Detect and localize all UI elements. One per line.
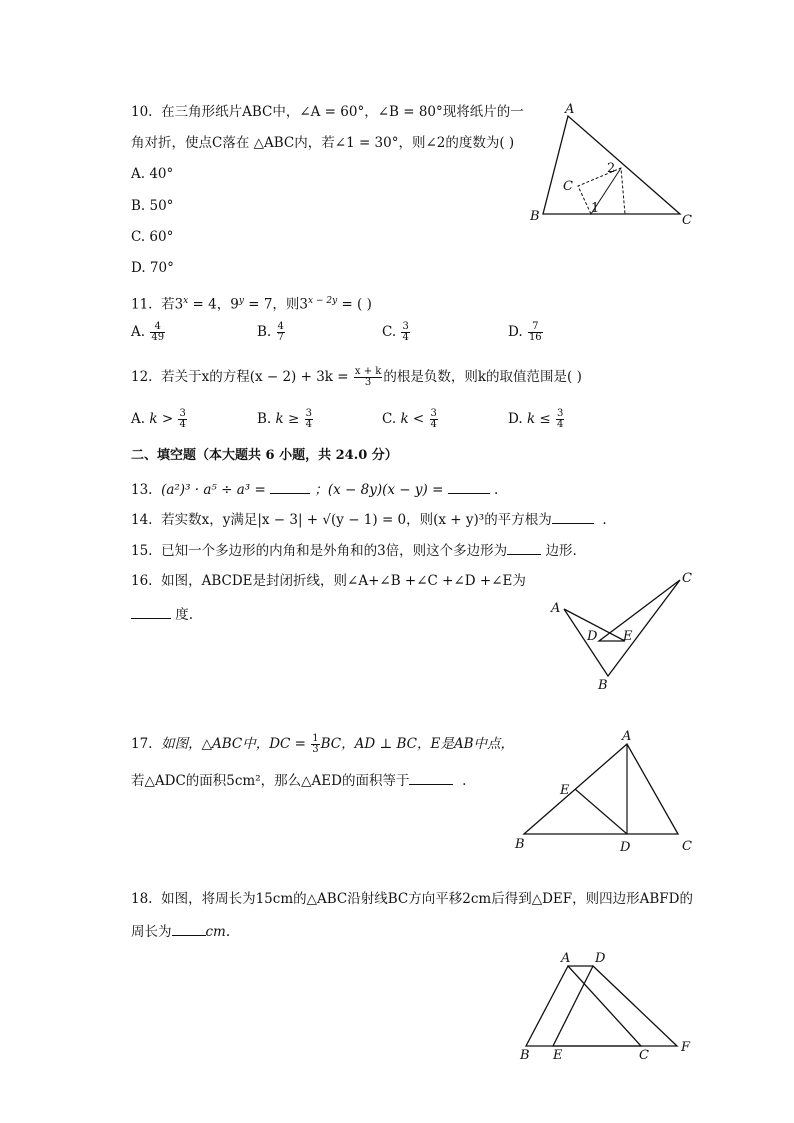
q12-b-den: 4 xyxy=(305,419,312,430)
q10-line1 xyxy=(131,103,524,121)
q17-line1 xyxy=(131,734,514,755)
q11-option-d-label: D. xyxy=(508,324,523,340)
q12-fraction xyxy=(354,367,382,388)
q11-option-d xyxy=(508,322,544,343)
q16-line1 xyxy=(131,572,526,590)
q12-b-num: 3 xyxy=(305,408,312,419)
q14-line xyxy=(131,509,607,529)
q18-text-line1: 如图，将周长为15cm的△ABC沿射线BC方向平移2cm后得到△DEF，则四边形ABFD的 xyxy=(161,891,693,907)
section-2-heading: 二、填空题（本大题共 6 小题，共 24.0 分） xyxy=(131,448,398,463)
q18-blank[interactable] xyxy=(172,921,206,936)
q16-text: 如图，ABCDE是封闭折线，则∠A+∠B +∠C +∠D +∠E为 xyxy=(161,573,526,589)
q11-option-a xyxy=(131,322,166,343)
q17-label-e: E xyxy=(560,783,570,798)
q10-label-c: C xyxy=(682,213,692,228)
q16-label-c: C xyxy=(682,571,692,586)
q17-segment-ed xyxy=(575,789,627,834)
q12-option-a xyxy=(131,409,188,430)
q10-option-d: D. 70° xyxy=(131,260,174,276)
q18-label-a: A xyxy=(561,951,571,966)
q17-number: 17. xyxy=(131,736,153,752)
q17-text-line2: 若△ADC的面积5cm²，那么△AED的面积等于 xyxy=(131,773,410,789)
q12-option-c-fraction xyxy=(430,409,438,430)
q11-option-a-label: A. xyxy=(131,324,146,340)
q11-c-num: 3 xyxy=(402,321,409,332)
q12-stem xyxy=(131,367,582,388)
q10-label-angle2: 2 xyxy=(607,161,616,176)
q12-option-c-pre: k < xyxy=(400,411,425,427)
q11-b-num: 4 xyxy=(277,321,284,332)
q17-triangle-abc xyxy=(524,744,678,834)
q18-label-b: B xyxy=(520,1048,530,1063)
q16-end: 度. xyxy=(175,607,194,623)
q12-option-c xyxy=(382,409,439,430)
q18-triangle-def xyxy=(553,966,677,1046)
q18-line2 xyxy=(131,921,230,941)
q16-figure xyxy=(545,565,700,695)
q11-sup-x: x xyxy=(183,296,189,306)
q16-closed-polyline xyxy=(564,580,680,676)
q14-blank[interactable] xyxy=(552,509,594,524)
q11-sup-xy: x − 2y xyxy=(308,296,338,306)
q10-label-angle1: 1 xyxy=(591,201,600,216)
q12-option-b xyxy=(257,409,314,430)
q10-label-a: A xyxy=(565,102,575,117)
q12-option-a-label: A. xyxy=(131,411,146,427)
q11-stem-a: 若3 xyxy=(161,296,184,313)
q17-line2 xyxy=(131,770,466,790)
q17-fraction xyxy=(311,734,319,755)
q10-option-c: C. 60° xyxy=(131,229,174,245)
q11-option-a-fraction xyxy=(150,322,165,343)
q15-text: 已知一个多边形的内角和是外角和的3倍，则这个多边形为 xyxy=(161,543,508,559)
q11-c-den: 4 xyxy=(402,332,409,343)
q11-sup-y: y xyxy=(238,296,244,306)
q12-c-num: 3 xyxy=(430,408,437,419)
q10-stem-line1: 在三角形纸片ABC中，∠A = 60°，∠B = 80°现将纸片的一 xyxy=(161,104,524,120)
q14-text: 若实数x，y满足|x − 3| + √(y − 1) = 0，则(x + y)³的平方根为 xyxy=(161,512,552,528)
q15-number: 15. xyxy=(131,543,153,559)
q18-number: 18. xyxy=(131,891,153,907)
q11-stem-d: = ( ) xyxy=(337,296,372,313)
q13-end: . xyxy=(494,482,499,498)
q15-line xyxy=(131,540,577,560)
q12-a-num: 3 xyxy=(179,408,186,419)
q18-figure xyxy=(510,945,700,1065)
q15-end: 边形. xyxy=(545,543,577,559)
q13-blank-2[interactable] xyxy=(448,479,490,494)
q12-option-c-label: C. xyxy=(382,411,397,427)
q11-b-den: 7 xyxy=(277,332,284,343)
q15-blank[interactable] xyxy=(507,540,541,555)
q18-text-line2: 周长为 xyxy=(131,924,172,940)
q13-line xyxy=(131,479,498,499)
q11-option-b-fraction xyxy=(277,322,285,343)
q12-d-num: 3 xyxy=(557,408,564,419)
q12-c-den: 4 xyxy=(430,419,437,430)
q16-label-a: A xyxy=(551,601,561,616)
q12-option-d-label: D. xyxy=(508,411,523,427)
q17-label-b: B xyxy=(515,837,525,852)
q17-text-a: 如图，△ABC中，DC = xyxy=(161,736,306,752)
q12-option-d xyxy=(508,409,565,430)
q10-option-a: A. 40° xyxy=(131,166,174,182)
q14-end: . xyxy=(602,512,607,528)
q11-option-d-fraction xyxy=(528,322,543,343)
q14-number: 14. xyxy=(131,512,153,528)
q12-option-a-pre: k > xyxy=(149,411,174,427)
q13-blank-1[interactable] xyxy=(270,479,310,494)
q10-line2: 角对折，使点C落在 △ABC内，若∠1 = 30°，则∠2的度数为( ) xyxy=(131,135,515,151)
q18-line1 xyxy=(131,890,693,908)
q12-option-b-label: B. xyxy=(257,411,272,427)
q18-end: cm. xyxy=(205,924,231,940)
q11-option-c-label: C. xyxy=(382,324,397,340)
q12-stem-a: 若关于x的方程(x − 2) + 3k = xyxy=(161,369,349,385)
q11-option-c xyxy=(382,322,411,343)
q18-triangle-abc xyxy=(526,966,641,1046)
q18-label-c: C xyxy=(639,1048,649,1063)
q17-end: . xyxy=(462,773,467,789)
q10-folded-edge xyxy=(578,168,625,214)
q12-stem-b: 的根是负数，则k的取值范围是( ) xyxy=(383,369,582,385)
q11-stem xyxy=(131,292,372,314)
q17-frac-num: 1 xyxy=(312,733,319,744)
q16-label-e: E xyxy=(623,629,633,644)
q11-option-b-label: B. xyxy=(257,324,272,340)
q11-a-num: 4 xyxy=(150,322,165,333)
q17-text-b: BC，AD ⊥ BC，E是AB中点， xyxy=(320,736,515,752)
q17-label-c: C xyxy=(682,839,692,854)
q16-line2 xyxy=(131,604,193,624)
q17-label-d: D xyxy=(620,840,631,855)
q11-option-b xyxy=(257,322,286,343)
q11-d-num: 7 xyxy=(528,322,543,333)
q11-stem-c: = 7，则3 xyxy=(243,296,308,313)
q11-stem-b: = 4，9 xyxy=(188,296,239,313)
q12-number: 12. xyxy=(131,369,153,385)
q16-label-b: B xyxy=(598,678,608,693)
q16-blank[interactable] xyxy=(131,604,171,619)
q10-figure xyxy=(525,100,705,230)
q17-frac-den: 3 xyxy=(312,744,319,755)
q18-label-e: E xyxy=(553,1048,563,1063)
q10-option-b: B. 50° xyxy=(131,198,174,214)
q17-label-a: A xyxy=(622,729,632,744)
q18-label-d: D xyxy=(595,951,606,966)
q12-option-a-fraction xyxy=(178,409,186,430)
q16-label-d: D xyxy=(587,629,598,644)
q12-frac-den: 3 xyxy=(364,377,372,388)
q12-option-b-fraction xyxy=(305,409,313,430)
q12-a-den: 4 xyxy=(179,419,186,430)
q11-a-den: 49 xyxy=(151,332,165,343)
q11-d-den: 16 xyxy=(528,332,542,343)
q11-number: 11. xyxy=(131,296,153,313)
q18-label-f: F xyxy=(681,1040,691,1055)
q17-figure xyxy=(510,725,700,855)
q13-number: 13. xyxy=(131,482,153,498)
q17-blank[interactable] xyxy=(409,770,453,785)
q12-option-d-pre: k ≤ xyxy=(526,411,551,427)
q12-d-den: 4 xyxy=(557,419,564,430)
q11-option-c-fraction xyxy=(401,322,409,343)
q12-frac-num: x + k xyxy=(354,366,382,377)
q10-label-b: B xyxy=(530,209,540,224)
q13-part1: (a²)³ · a⁵ ÷ a³ = xyxy=(161,482,266,498)
q16-number: 16. xyxy=(131,573,153,589)
q13-part2: ；(x − 8y)(x − y) = xyxy=(314,482,444,498)
q10-label-c-folded: C xyxy=(563,179,573,194)
q12-option-b-pre: k ≥ xyxy=(275,411,300,427)
q10-number: 10. xyxy=(131,104,153,120)
q12-option-d-fraction xyxy=(556,409,564,430)
